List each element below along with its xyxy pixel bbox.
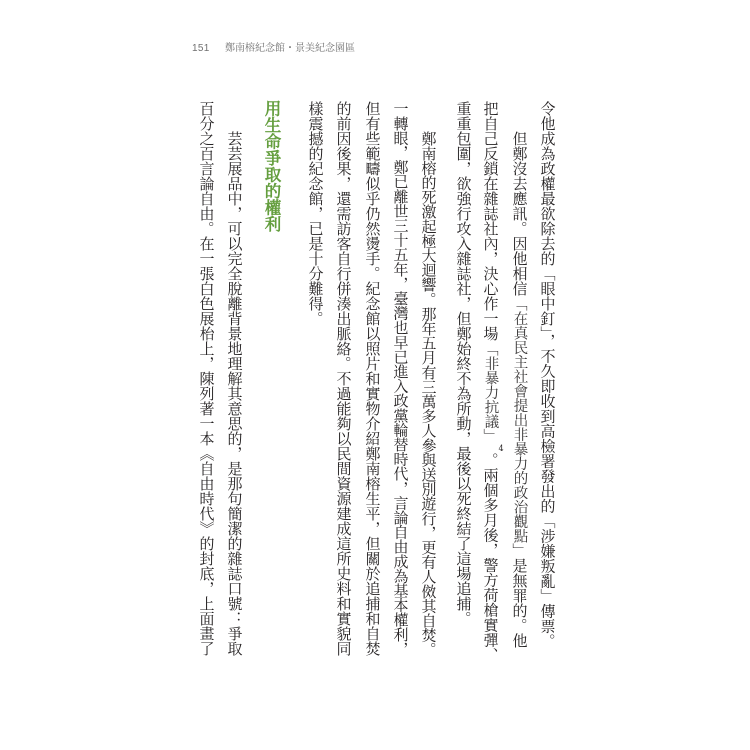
text-column [481, 101, 506, 663]
text-run: 」是無罪的。他 [510, 543, 529, 648]
text-column: 百分之百言論自由。在一張白色展枱上，陳列著一本《自由時代》的封底，上面畫了 [197, 101, 216, 656]
text-run: 」 [481, 428, 500, 444]
text-column: 令他成為政權最欲除去的「眼中釘」，不久即收到高檢署發出的「涉嫌叛亂」傳票。 [538, 101, 557, 649]
text-column [512, 101, 527, 648]
text-column: 的前因後果，還需訪客自行併湊出脈絡。不過能夠以民間資源建成這所史料和實貌同 [334, 101, 353, 656]
text-run: 把自己反鎖在雜誌社內，決心作一場「 [481, 101, 500, 356]
text-column: 但有些範疇似乎仍然燙手。紀念館以照片和實物介紹鄭南榕生平，但關於追捕和自焚 [363, 101, 382, 656]
text-column: 樣震撼的紀念館，已是十分難得。 [306, 101, 325, 326]
running-title: 鄭南榕紀念館・景美紀念園區 [225, 43, 355, 54]
text-run: 但鄭沒去應訊。因他相信「 [510, 131, 529, 311]
text-column: 鄭南榕的死激起極大迴響。那年五月有三萬多人參與送別遊行，更有人傚其自焚。 [419, 131, 438, 657]
section-heading: 用生命爭取的權利 [262, 100, 281, 232]
footnote-marker: 4 [496, 443, 506, 453]
text-column: 芸芸展品中，可以完全脫離背景地理解其意思的，是那句簡潔的雜誌口號：爭取 [225, 131, 244, 656]
text-column: 一轉眼，鄭已離世三十五年，臺灣也早已進入政黨輪替時代，言論自由成為基本權利， [391, 101, 410, 656]
text-run: 。兩個多月後，警方荷槍實彈、 [481, 452, 500, 663]
text-column: 重重包圍，欲強行攻入雜誌社，但鄭始終不為所動，最後以死終結了這場追捕。 [454, 101, 473, 626]
inline-quote: 非暴力抗議 [482, 356, 499, 429]
page-number: 151 [192, 43, 210, 54]
inline-quote: 在真民主社會提出非暴力的政治觀點 [511, 311, 528, 543]
